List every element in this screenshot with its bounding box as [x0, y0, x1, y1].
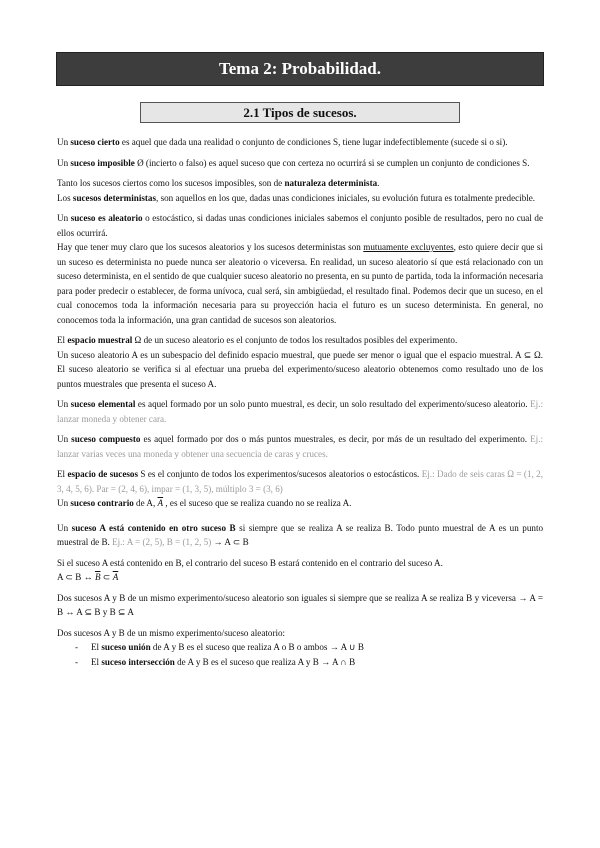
section-heading: 2.1 Tipos de sucesos. [243, 104, 357, 120]
text: Un [57, 137, 71, 147]
list-item [75, 640, 543, 655]
paragraph-suceso-elemental [57, 397, 543, 426]
text: Un [57, 498, 71, 508]
text: El [91, 656, 102, 667]
text: Un [57, 157, 71, 168]
text: o estocástico, si dadas unas condiciones iniciales sabemos el conjunto posible de resultados, pero no cual de ellos ocurrirá. [57, 213, 544, 238]
paragraph-suceso-compuesto [57, 432, 543, 461]
term-suceso-interseccion: suceso intersección [101, 656, 175, 667]
paragraph-espacio-muestral [57, 333, 543, 348]
text: de A, [133, 498, 158, 508]
paragraph-sucesos-deterministas [57, 191, 543, 206]
text: es aquel formado por un solo punto muestral, es decir, un solo resultado del experimento/suceso aleatorio. [135, 399, 531, 409]
text: Un [57, 522, 72, 533]
term-espacio-muestral: espacio muestral [67, 335, 133, 345]
formula-complement-inclusion [57, 570, 543, 585]
paragraph-contenido [57, 521, 543, 550]
term-espacio-sucesos: espacio de sucesos [67, 469, 138, 479]
example-text: Ej.: lanzar moneda y obtener cara. [57, 399, 544, 424]
text: El [57, 469, 68, 479]
text: ⊂ [100, 572, 113, 582]
text: S es el conjunto de todos los experimentos/sucesos aleatorios o estocásticos. [138, 469, 422, 479]
paragraph-suceso-contrario [57, 496, 543, 511]
paragraph-dos-sucesos [57, 626, 543, 641]
example-text: Ej.: Dado de seis caras Ω = (1, 2, 3, 4, 5, 6). Par = (2, 4, 6), impar = (1, 3, 5), múltiplo 3 = (3, 6) [57, 469, 544, 494]
term-suceso-union: suceso unión [101, 642, 151, 652]
paragraph-suceso-aleatorio [57, 211, 543, 240]
text: Un [57, 399, 71, 409]
text: Dos sucesos A y B de un mismo experimento/suceso aleatorio: [57, 627, 286, 638]
term-naturaleza-determinista: naturaleza determinista [284, 178, 378, 188]
text: Si el suceso A está contenido en B, el contrario del suceso B estará contenido en el contrario del suceso A. [57, 557, 443, 568]
text: Un suceso aleatorio A es un subespacio del definido espacio muestral, que puede ser menor o igual que el espacio muestral. A ⊆ Ω. El suceso aleatorio se verifica si al efectuar una prueba del experimento/suceso aleatorio obtenemos como resultado uno de los puntos muestrales que presenta el suceso A. [57, 349, 543, 389]
paragraph-excluyentes [57, 240, 543, 327]
text: El [57, 335, 68, 345]
text: → A ⊂ B [211, 537, 249, 547]
text: Ø (incierto o falso) es aquel suceso que con certeza no ocurrirá si se cumplen un conjunto de condiciones S. [134, 157, 530, 168]
text: , esto quiere decir que si un suceso es determinista no puede nunca ser aleatorio o viceversa. En realidad, un suceso aleatorio sí que está relacionado con un suceso determinista, en el sentido de que cualquier suceso aleatorio no presenta, en su punto de partida, toda la información necesaria para poder predecir o establecer, de forma unívoca, cual será, sin ambigüedad, el resultado final. Podemos decir que un suceso, en el cual conocemos toda la información necesaria para su proyección hacia el futuro es un suceso determinista. En general, no conocemos toda la información, una gran cantidad de sucesos son aleatorios. [57, 242, 543, 325]
paragraph-espacio-sucesos [57, 467, 543, 496]
paragraph-naturaleza [57, 176, 543, 191]
text: , son aquellos en los que, dadas unas condiciones iniciales, su evolución futura es totalmente predecible. [156, 192, 536, 203]
example-text: Ej.: A = (2, 5), B = (1, 2, 5) [112, 537, 212, 547]
text: Un [57, 434, 72, 444]
text: Tanto los sucesos ciertos como los sucesos imposibles, son de [57, 178, 285, 188]
text: es aquel formado por dos o más puntos muestrales, es decir, por más de un resultado del experimento. [140, 434, 531, 444]
paragraph-suceso-imposible [57, 156, 543, 171]
text: Ω de un suceso aleatorio es el conjunto de todos los resultados posibles del experimento. [132, 335, 458, 345]
paragraph-suceso-cierto [57, 135, 543, 150]
term-sucesos-deterministas: sucesos deterministas [72, 192, 157, 203]
term-suceso-cierto: suceso cierto [70, 137, 120, 147]
operations-list [57, 640, 543, 669]
term-suceso-contrario: suceso contrario [70, 498, 134, 508]
example-text: Ej.: lanzar varias veces una moneda y obtener una secuencia de caras y cruces. [57, 434, 543, 459]
text: Hay que tener muy claro que los sucesos aleatorios y los sucesos deterministas son [57, 242, 364, 252]
text: es aquel que dada una realidad o conjunto de condiciones S, tiene lugar indefectiblemente (sucede si o si). [119, 137, 508, 147]
paragraph-contrario-contenido [57, 556, 543, 571]
underlined-term: mutuamente excluyentes [363, 242, 454, 252]
term-suceso-compuesto: suceso compuesto [71, 434, 141, 444]
text: de A y B es el suceso que realiza A o B o ambos → A ∪ B [150, 642, 364, 652]
section-heading-box [140, 102, 460, 123]
page-title-bar [56, 52, 544, 86]
page-title: Tema 2: Probabilidad. [218, 59, 381, 78]
complement-symbol: $\overline{B}$ [94, 572, 101, 582]
text: de A y B es el suceso que realiza A y B → A ∩ B [174, 656, 356, 667]
complement-symbol: $\overline{A}$ [112, 572, 119, 582]
text: si siempre que se realiza A se realiza B. Todo punto muestral de A es un punto muestral de B. [57, 522, 544, 547]
term-contenido: suceso A está contenido en otro suceso B [71, 522, 236, 533]
paragraph-suceso-subespacio [57, 348, 543, 392]
text: A ⊂ B ↔ [57, 572, 95, 582]
complement-symbol: $\overline{A}$ [157, 498, 164, 508]
text: Un [57, 213, 71, 223]
document-body [57, 135, 543, 669]
term-suceso-aleatorio: suceso es aleatorio [70, 213, 143, 223]
text: El [91, 642, 102, 652]
text: Dos sucesos A y B de un mismo experimento/suceso aleatorio son iguales si siempre que se realiza A se realiza B y viceversa → A = B ↔ A ⊆ B y B ⊆ A [57, 592, 543, 617]
text: Los [57, 192, 73, 203]
paragraph-sucesos-iguales [57, 591, 543, 620]
term-suceso-elemental: suceso elemental [70, 399, 136, 409]
list-item [75, 655, 543, 670]
term-suceso-imposible: suceso imposible [70, 157, 135, 168]
text: , es el suceso que se realiza cuando no se realiza A. [163, 498, 352, 508]
text: . [377, 178, 380, 188]
